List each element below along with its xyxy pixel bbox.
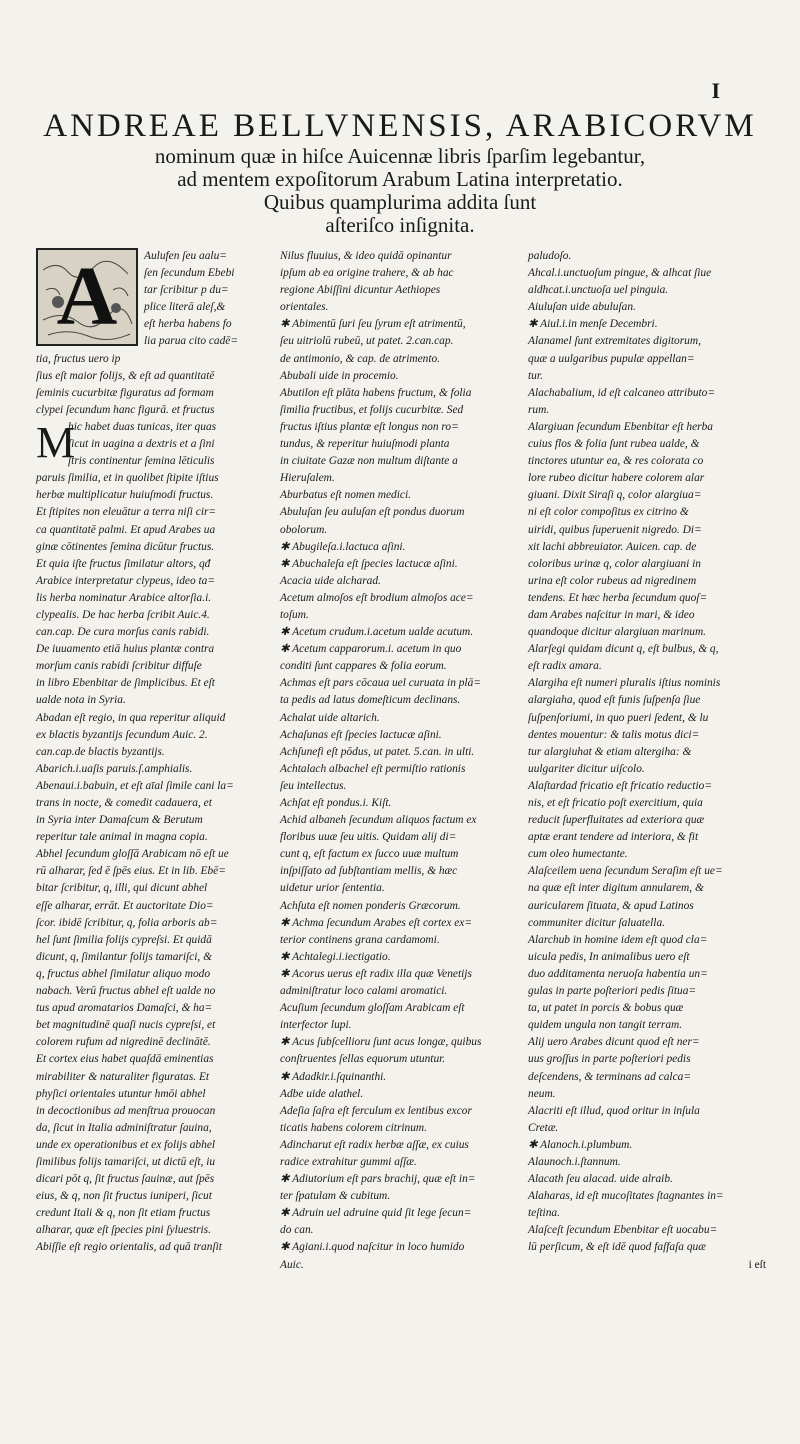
text-line: Et ſtipites non eleuātur a terra niſi cir= — [36, 506, 217, 519]
text-line: ticatis habens colorem citrinum. — [280, 1121, 428, 1134]
text-line: Alij uero Arabes dicunt quod eſt ner= — [528, 1036, 700, 1049]
small-initial-letter: M — [36, 417, 76, 467]
text-line: neum. — [528, 1087, 556, 1100]
text-line: reperitur tale animal in magna copia. — [36, 831, 208, 844]
text-line: do can. — [280, 1224, 314, 1237]
text-line: Alaſceſt ſecundum Ebenbitar eſt uocabu= — [528, 1224, 718, 1237]
text-line: cuius flos & folia ſunt rubea ualde, & — [528, 438, 700, 451]
text-line: Achtalach albachel eſt permiſtio rationis — [280, 762, 466, 775]
text-line: dicunt, q, ſimilantur folijs tamariſci, & — [36, 950, 212, 963]
initial-letter: A — [56, 250, 118, 343]
text-line: tia, fructus uero ip — [36, 352, 121, 365]
text-line: na quæ eſt inter digitum annularem, & — [528, 882, 704, 895]
text-line: Abenaui.i.babuin, et eſt aīal ſimile cani la= — [36, 779, 234, 792]
text-line: Alacriti eſt illud, quod oritur in inſula — [528, 1104, 700, 1117]
text-line: Arabice interpretatur clypeus, ideo ta= — [36, 574, 216, 587]
text-line: Adeſia ſaſra eſt ferculum ex lentibus excor — [280, 1104, 472, 1117]
text-line: uiridi, quibus ſuperuenit nigredo. Di= — [528, 523, 702, 536]
text-line: Alaunoch.i.ſtannum. — [528, 1155, 621, 1168]
text-line: tendens. Et hæc herba ſecundum quoſ= — [528, 591, 708, 604]
text-line: ✱ Achma ſecundum Arabes eſt cortex ex= — [280, 916, 473, 929]
text-line: nabach. Verū fructus abhel eſt ualde no — [36, 985, 216, 998]
text-line: ſicut in uagina a dextris et a ſini — [68, 438, 215, 451]
text-line: ta, ut patet in porcis & bobus quæ — [528, 1002, 684, 1015]
text-line: Nilus fluuius, & ideo quidā opinantur — [280, 250, 452, 262]
text-line: floribus uuæ ſeu uitis. Quidam alij di= — [280, 831, 457, 844]
text-line: ualde nota in Syria. — [36, 694, 126, 707]
text-line: ni eſt color compoſitus ex citrino & — [528, 506, 689, 519]
text-line: conſtruentes ſellas equorum utuntur. — [280, 1053, 446, 1066]
text-line: Abiſſie eſt regio orientalis, ad quā tranſit — [36, 1241, 222, 1254]
decorated-initial — [36, 248, 138, 346]
text-line: ✱ Acorus uerus eſt radix illa quæ Venetijs — [280, 967, 472, 980]
text-line: Adincharut eſt radix herbæ aſſæ, ex cuius — [280, 1138, 469, 1151]
text-line: Ahcal.i.unctuoſum pingue, & alhcat ſiue — [528, 267, 712, 280]
text-line: ter ſpatulam & cubitum. — [280, 1190, 391, 1203]
text-line: Abutilon eſt plāta habens fructum, & folia — [280, 386, 472, 399]
text-line: ✱ Acetum capparorum.i. acetum in quo — [280, 643, 462, 656]
text-line: eſſe alharar, errāt. Et auctoritate Dio= — [36, 899, 214, 912]
text-line: ſeu intellectus. — [280, 779, 347, 792]
text-line: De iuuamento etiā huius plantæ contra — [36, 643, 215, 656]
text-line: Acetum almoſos eſt brodium almoſos ace= — [280, 591, 474, 604]
text-line: morſum canis rabidi ſcribitur diffuſe — [36, 660, 202, 673]
text-line: uus groſſus in parte poſteriori pedis — [528, 1053, 691, 1066]
text-line: rū alharar, ſed ē ſpēs eius. Et in lib. Ebē= — [36, 865, 226, 878]
text-line: in libro Ebenbitar de ſimplicibus. Et eſt — [36, 677, 215, 690]
text-line: urina eſt color rubeus ad nigredinem — [528, 574, 697, 587]
text-line: phyſici orientales utuntur hmōi abhel — [36, 1087, 206, 1100]
text-line: clypei ſecundum hanc figurā. et fructus — [36, 403, 215, 416]
text-line: ✱ Abugileſa.i.lactuca aſini. — [280, 540, 406, 553]
text-line: mirabiliter & naturaliter figuratas. Et — [36, 1070, 210, 1083]
column-1 — [36, 248, 268, 1257]
text-line: ✱ Abimentū ſuri ſeu ſyrum eſt atrimentū, — [280, 318, 466, 331]
text-line: dentes mouentur: & talis motus dici= — [528, 728, 700, 741]
text-line: q, fructus abhel ſimilatur aliquo modo — [36, 967, 211, 980]
text-line: ſeminis cucurbitæ figuratus ad formam — [36, 386, 214, 399]
page-number: I — [711, 78, 720, 103]
text-line: giuani. Dixit Siraſi q, color alargiua= — [528, 489, 702, 502]
text-line: unde ex operationibus et ex folijs abhel — [36, 1138, 216, 1151]
text-line: uulgariter dicitur uiſcolo. — [528, 762, 645, 775]
text-line: bet magnitudinē quaſi nucis cypreſsi, et — [36, 1019, 216, 1032]
text-line: clypealis. De hac herba ſcribit Auic.4. — [36, 608, 210, 621]
text-line: duo additamenta neruoſa habentia un= — [528, 967, 708, 980]
text-line: Abuluſan ſeu auluſan eſt pondus duorum — [280, 506, 465, 519]
text-line: tar ſcribitur p du= — [144, 284, 229, 297]
text-line: Achalat uide altarich. — [280, 711, 380, 724]
main-title: ANDREAE BELLVNENSIS, ARABICORVM — [43, 108, 757, 144]
text-line: Alargiha eſt numeri pluralis iſtius nominis — [528, 677, 721, 690]
text-line: Alaſceilem uena ſecundum Seraſim eſt ue= — [528, 865, 723, 878]
text-line: Acacia uide alcharad. — [280, 574, 381, 587]
text-line: Aulufen ſeu aalu= — [144, 250, 227, 262]
text-line: cunt q, eſt factum ex ſucco uuæ multum — [280, 848, 459, 861]
text-line: herbæ multiplicatur huiuſmodi fructus. — [36, 489, 214, 502]
text-line: uidetur urior ſententia. — [280, 882, 385, 895]
text-line: in Syria inter Damaſcum & Berutum — [36, 814, 203, 827]
text-line: credunt Itali & q, non ſit etiam fructus — [36, 1207, 211, 1220]
text-line: inſpiſſato ad ſubſtantiam mellis, & hæc — [280, 865, 458, 878]
text-line: ſeu uitriolū rubeū, ut patet. 2.can.cap. — [280, 335, 454, 348]
title-block — [30, 108, 770, 237]
text-line: coloribus urinæ q, color alargiuani in — [528, 557, 701, 570]
text-line: can.cap. De cura morſus canis rabidi. — [36, 626, 210, 639]
text-line: toſum. — [280, 608, 309, 621]
text-line: ſimilia fructibus, et folijs cucurbitæ. Sed — [280, 403, 464, 416]
text-line: lis herba nominatur Arabice altorſia.i. — [36, 591, 212, 604]
text-line: ſimilibus folijs tamariſci, ut dictū eſt, iu — [36, 1155, 216, 1168]
subtitle-line: aſteriſco inſignita. — [325, 213, 475, 237]
text-line: rum. — [528, 403, 550, 416]
text-line: ✱ Abuchaleſa eſt ſpecies lactucæ aſini. — [280, 557, 458, 570]
text-line: trans in nocte, & comedit cadauera, et — [36, 797, 212, 809]
text-line: tur alargiuhat & etiam altergiha: & — [528, 745, 692, 758]
text-line: dicari pōt q, ſit fructus ſauinæ, aut ſpēs — [36, 1173, 215, 1186]
text-line: Cretæ. — [528, 1121, 559, 1134]
text-line: quidem ungula non tangit terram. — [528, 1019, 683, 1032]
text-line: Aburbatus eſt nomen medici. — [280, 489, 411, 502]
text-line: alargiaha, quod eſt funis ſuſpenſa ſiue — [528, 694, 701, 707]
text-line: eſt radix amara. — [528, 660, 602, 673]
text-line: Alacath ſeu alacad. uide alraib. — [528, 1173, 673, 1186]
text-line: ✱ Alanoch.i.plumbum. — [528, 1138, 633, 1151]
text-line: eſt herba habens fo — [144, 318, 232, 331]
text-line: lia parua cito cadē= — [144, 335, 239, 348]
text-line: xit lachi abbreuiator. Auicen. cap. de — [528, 540, 697, 553]
text-line: dam Arabes naſcitur in mari, & ideo — [528, 608, 695, 621]
text-line: reducit ſuperfluitates ad exteriora quæ — [528, 814, 705, 827]
text-line: radice extrahitur gummi aſſæ. — [280, 1155, 417, 1168]
text-line: ✱ Achtalegi.i.iectigatio. — [280, 950, 391, 963]
text-line: Abadan eſt regio, in qua reperitur aliquid — [36, 711, 226, 724]
text-line: Et quia iſte fructus ſimilatur altors, qđ — [36, 557, 211, 570]
text-line: plice literā aleſ,& — [144, 301, 226, 314]
text-line: tinctores utuntur ea, & res colorata co — [528, 455, 704, 468]
text-line: deſcendens, & terminans ad calca= — [528, 1070, 692, 1083]
text-line: teſtina. — [528, 1207, 560, 1220]
text-line: aptæ erant tendere ad interiora, & fit — [528, 831, 699, 844]
text-line: Abarich.i.uaſis paruis.ſ.amphialis. — [36, 762, 193, 775]
text-line: Alarſegi quidam dicunt q, eſt bulbus, & q, — [528, 643, 719, 656]
text-line: Alaharas, id eſt mucoſitates ſtagnantes in= — [528, 1190, 724, 1203]
text-line: ✱ Agiani.i.quod naſcitur in loco humido — [280, 1241, 465, 1254]
text-line: lore rubeo dicitur habere colorem alar — [528, 472, 705, 485]
text-line: Alaſtardad fricatio eſt fricatio reductio= — [528, 779, 713, 792]
text-line: Achaſunas eſt ſpecies lactucæ aſini. — [280, 728, 442, 741]
text-line: Adbe uide alathel. — [280, 1087, 364, 1100]
text-line: ginæ cōtinentes ſemina dicūtur fructus. — [36, 540, 215, 553]
text-line: tur. — [528, 369, 543, 382]
text-line: orientales. — [280, 301, 329, 314]
text-line: Aiuluſan uide abuluſan. — [528, 301, 636, 314]
subtitle-line: ad mentem expoſitorum Arabum Latina interpretatio. — [177, 167, 623, 191]
text-line: Achmas eſt pars cōcaua uel curuata in plā= — [280, 677, 481, 690]
text-line: hic habet duas tunicas, iter quas — [68, 420, 217, 433]
text-line: nis, et eſt fricatio poſt exercitium, quia — [528, 797, 703, 809]
text-line: Et cortex eius habet quaſdā eminentias — [36, 1053, 214, 1066]
text-line: ipſum ab ea origine trahere, & ab hac — [280, 267, 454, 280]
text-line: Alargiuan ſecundum Ebenbitar eſt herba — [528, 420, 713, 433]
text-line: Achſunefi eſt pōdus, ut patet. 5.can. in ulti. — [280, 745, 475, 758]
text-line: ta pedis ad latus domeſticum declinans. — [280, 694, 461, 707]
text-line: tus apud aromatarios Damaſci, & ha= — [36, 1002, 213, 1015]
text-line: regione Abiſſini dicuntur Aethiopes — [280, 284, 441, 297]
text-line: ex blactis byzantijs ſecundum Auic. 2. — [36, 728, 208, 741]
text-line: obolorum. — [280, 523, 328, 536]
text-line: quæ a uulgaribus pupulæ appellan= — [528, 352, 695, 365]
subtitle-line: Quibus quamplurima addita ſunt — [263, 190, 537, 214]
text-line: lū perſicum, & eſt idē quod faſfaſa quæ — [528, 1241, 706, 1254]
text-line: Acuſium ſecundum gloſſam Arabicam eſt — [280, 1002, 465, 1015]
column-2 — [280, 248, 518, 1274]
text-line: eius, & q, non ſit fructus iuniperi, ſicut — [36, 1190, 212, 1203]
text-line: gulas in parte poſteriori pedis ſitua= — [528, 985, 697, 998]
text-line: adminiſtratur loco calami aromatici. — [280, 985, 448, 998]
text-line: ſius eſt maior folijs, & eſt ad quantitatē — [36, 369, 215, 382]
text-line: interfector lupi. — [280, 1019, 352, 1032]
text-line: in ciuitate Gazæ non multum diſtante a — [280, 455, 458, 468]
catchword: i eſt — [748, 1258, 766, 1271]
text-line: ✱ Adruin uel adruine quid ſit lege ſecun= — [280, 1207, 472, 1220]
text-line: in decoctionibus ad menſtrua prouocan — [36, 1104, 216, 1117]
text-line: tundus, & reperitur huiuſmodi planta — [280, 438, 450, 451]
text-line: can.cap.de blactis byzantijs. — [36, 745, 165, 758]
text-line: ✱ Adiutorium eſt pars brachij, quæ eſt in= — [280, 1173, 476, 1186]
text-line: bitar ſcribitur, q, illi, qui dicunt abhel — [36, 882, 208, 895]
text-line: ✱ Acetum crudum.i.acetum ualde acutum. — [280, 626, 474, 639]
text-line: Achid albaneh ſecundum aliquos factum ex — [280, 814, 477, 827]
text-line: Abubali uide in procemio. — [280, 369, 399, 382]
text-line: Alachabalium, id eſt calcaneo attributo= — [528, 386, 716, 399]
text-line: communiter dicitur ſaluatella. — [528, 916, 665, 929]
text-line: hel ſunt ſimilia folijs cypreſsi. Et quidā — [36, 933, 212, 946]
text-line: auricularem ſituata, & apud Latinos — [528, 899, 694, 912]
text-line: ſen ſecundum Ebebi — [144, 267, 235, 280]
text-line: uicula pedis, In animalibus uero eſt — [528, 950, 690, 963]
text-line: ✱ Acus ſubſcellioru ſunt acus longæ, quibus — [280, 1036, 482, 1049]
text-line: Achſat eſt pondus.i. Kiſt. — [280, 797, 392, 809]
text-line: ſcor. ibidē ſcribitur, q, folia arboris ab= — [36, 916, 218, 929]
text-line: Hieruſalem. — [280, 472, 335, 485]
text-line: paludoſo. — [528, 250, 572, 262]
text-line: Abhel ſecundum gloſſā Arabicam nō eſt ue — [36, 848, 229, 861]
column-3 — [528, 248, 766, 1274]
text-line: da, ſicut in Italia adminiſtratur ſauina, — [36, 1121, 212, 1134]
text-line: Alarchub in homine idem eſt quod cla= — [528, 933, 708, 946]
text-line: de antimonio, & cap. de atrimento. — [280, 352, 441, 365]
text-line: Alanamel ſunt extremitates digitorum, — [528, 335, 701, 348]
text-line: paruis ſimilia, et in quolibet ſtipite iſtius — [36, 472, 219, 485]
text-line: conditi ſunt cappares & folia eorum. — [280, 660, 447, 673]
text-line: terior continens grana cardamomi. — [280, 933, 440, 946]
text-line: ca quantitatē palmi. Et apud Arabes ua — [36, 523, 216, 536]
text-line: Auic. — [280, 1258, 304, 1271]
text-line: aldhcat.i.unctuoſa uel pinguia. — [528, 284, 669, 297]
text-line: fructus iſtius plantæ eſt longus non ro= — [280, 420, 459, 433]
text-line: Achſuta eſt nomen ponderis Græcorum. — [280, 899, 461, 912]
text-line: ✱ Aiul.i.in menſe Decembri. — [528, 318, 658, 331]
text-line: ſtris continentur ſemina lēticulis — [68, 455, 215, 468]
text-line: alharar, quæ eſt ſpecies pini ſyluestris. — [36, 1224, 211, 1237]
text-line: ✱ Adadkir.i.ſquinanthi. — [280, 1070, 387, 1083]
subtitle-line: nominum quæ in hiſce Auicennæ libris ſparſim legebantur, — [154, 144, 646, 168]
text-line: quandoque dicitur alargiuan marinum. — [528, 626, 707, 639]
text-line: ſuſpenſoriumi, in quo pueri ſedent, & lu — [528, 711, 709, 724]
text-line: cum oleo humectante. — [528, 848, 628, 861]
text-line: colorem rufum ad nigredinē declinātē. — [36, 1036, 211, 1049]
